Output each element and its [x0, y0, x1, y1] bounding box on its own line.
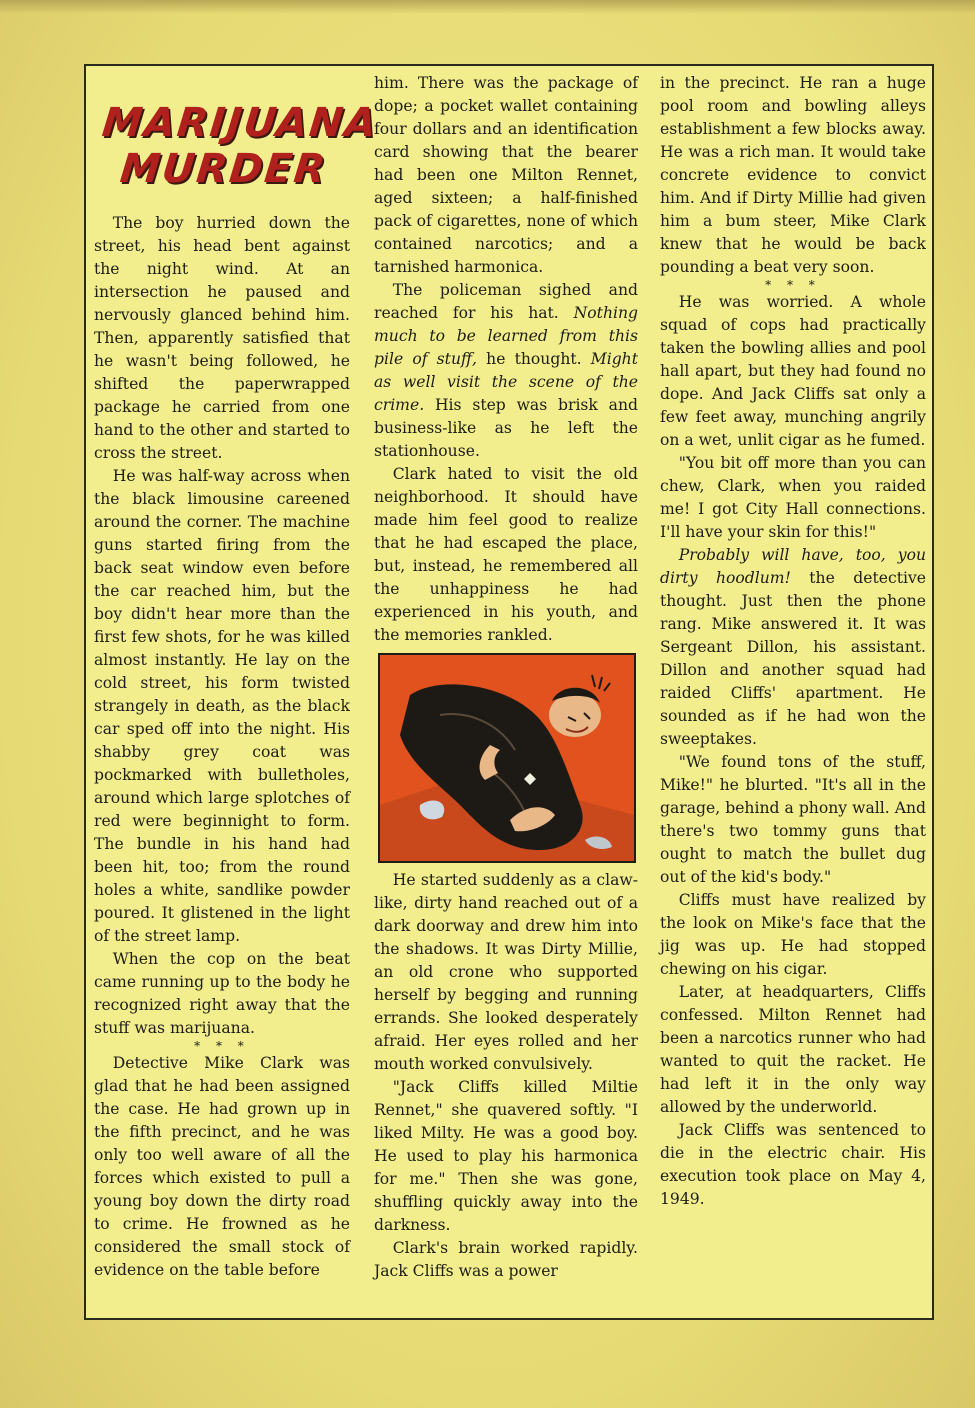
paragraph [660, 544, 926, 751]
column-1 [94, 212, 350, 1282]
paragraph: He was worried. A whole squad of cops had practically taken the bowling allies and pool hall apart, but they had found no dope. And Jack Cliffs sat only a few feet away, munching angrily on a wet, unlit cigar as he fumed. [660, 293, 926, 449]
title-line-1: MARIJUANA [100, 100, 381, 146]
dead-boy-illustration [380, 655, 634, 861]
paragraph: "You bit off more than you can chew, Clark, when you raided me! I got City Hall connections. I'll have your skin for this!" [660, 454, 926, 541]
text-run: The policeman sighed and reached for his hat. [374, 281, 638, 322]
paragraph: in the precinct. He ran a huge pool room and bowling alleys establishment a few blocks away. He was a rich man. It would take concrete evidence to convict him. And if Dirty Millie had given him a bum steer, Mike Clark knew that he would be back pounding a beat very soon. [660, 74, 926, 276]
column-3 [660, 72, 926, 1211]
paragraph: The boy hurried down the street, his head bent against the night wind. At an intersection he paused and nervously glanced behind him. Then, apparently satisfied that he wasn't being followed, he shifted the paperwrapped package he carried from one hand to the other and started to cross the street. [94, 214, 350, 462]
italic-thought: Probably will have, too, you dirty hoodlum! [660, 546, 926, 587]
story-frame [84, 64, 934, 1320]
paragraph: Clark's brain worked rapidly. Jack Cliffs was a power [374, 1239, 638, 1280]
paragraph: Clark hated to visit the old neighborhood. It should have made him feel good to realize that he had escaped the place, but, instead, he remembered all the unhappiness he had experienced in his youth, and the memories rankled. [374, 465, 638, 644]
paragraph: He was half-way across when the black limousine careened around the corner. The machine guns started firing from the back seat window even before the car reached him, but the boy didn't hear more than the first few shots, for he was killed almost instantly. He lay on the cold street, his form twisted strangely in death, as the black car sped off into the night. His shabby grey coat was pockmarked with bulletholes, around which large splotches of red were beginnight to form. The bundle in his hand had been hit, too; from the round holes a white, sandlike powder poured. It glistened in the light of the street lamp. [94, 467, 350, 945]
section-separator: * * * [765, 278, 821, 292]
paragraph: him. There was the package of dope; a pocket wallet containing four dollars and an identification card showing that the bearer had been one Milton Rennet, aged sixteen; a half-finished pack of cigarettes, none of which contained narcotics; and a tarnished harmonica. [374, 74, 638, 276]
story-title [95, 100, 381, 192]
page-edge-shadow [0, 0, 975, 14]
illustration-panel [378, 653, 636, 863]
text-run: His step was brisk and business-like as he left the stationhouse. [374, 396, 638, 460]
paragraph: Cliffs must have realized by the look on Mike's face that the jig was up. He had stopped chewing on his cigar. [660, 891, 926, 978]
paragraph: When the cop on the beat came running up to the body he recognized right away that the stuff was marijuana. [94, 950, 350, 1037]
paragraph: Later, at headquarters, Cliffs confessed. Milton Rennet had been a narcotics runner who had wanted to quit the racket. He had left it in the only way allowed by the underworld. [660, 983, 926, 1116]
paragraph: He started suddenly as a claw-like, dirty hand reached out of a dark doorway and drew him into the shadows. It was Dirty Millie, an old crone who supported herself by begging and running errands. She looked desperately afraid. Her eyes rolled and her mouth worked convulsively. [374, 871, 638, 1073]
text-run: the detective thought. Just then the phone rang. Mike answered it. It was Sergeant Dillon, his assistant. Dillon and another squad had raided Cliffs' apartment. He sounded as if he had won the sweeptakes. [660, 569, 927, 748]
paragraph: "We found tons of the stuff, Mike!" he blurted. "It's all in the garage, behind a phony wall. And there's two tommy guns that ought to match the bullet dug out of the kid's body." [660, 753, 926, 886]
text-run: he thought. [477, 350, 591, 368]
title-line-2: MURDER [117, 146, 330, 192]
section-separator: * * * [194, 1039, 250, 1053]
column-2 [374, 72, 638, 1283]
paragraph [374, 279, 638, 463]
italic-thought: Might as well visit the scene of the crime. [374, 350, 638, 414]
italic-thought: Nothing much to be learned from this pile of stuff, [374, 304, 638, 368]
paragraph: Detective Mike Clark was glad that he had been assigned the case. He had grown up in the fifth precinct, and he was only too well aware of all the forces which existed to pull a young boy down the dirty road to crime. He frowned as he considered the small stock of evidence on the table before [94, 1054, 350, 1279]
paragraph: Jack Cliffs was sentenced to die in the electric chair. His execution took place on May 4, 1949. [660, 1121, 926, 1208]
paragraph: "Jack Cliffs killed Miltie Rennet," she quavered softly. "I liked Milty. He was a good boy. He used to play his harmonica for me." Then she was gone, shuffling quickly away into the darkness. [374, 1078, 638, 1234]
